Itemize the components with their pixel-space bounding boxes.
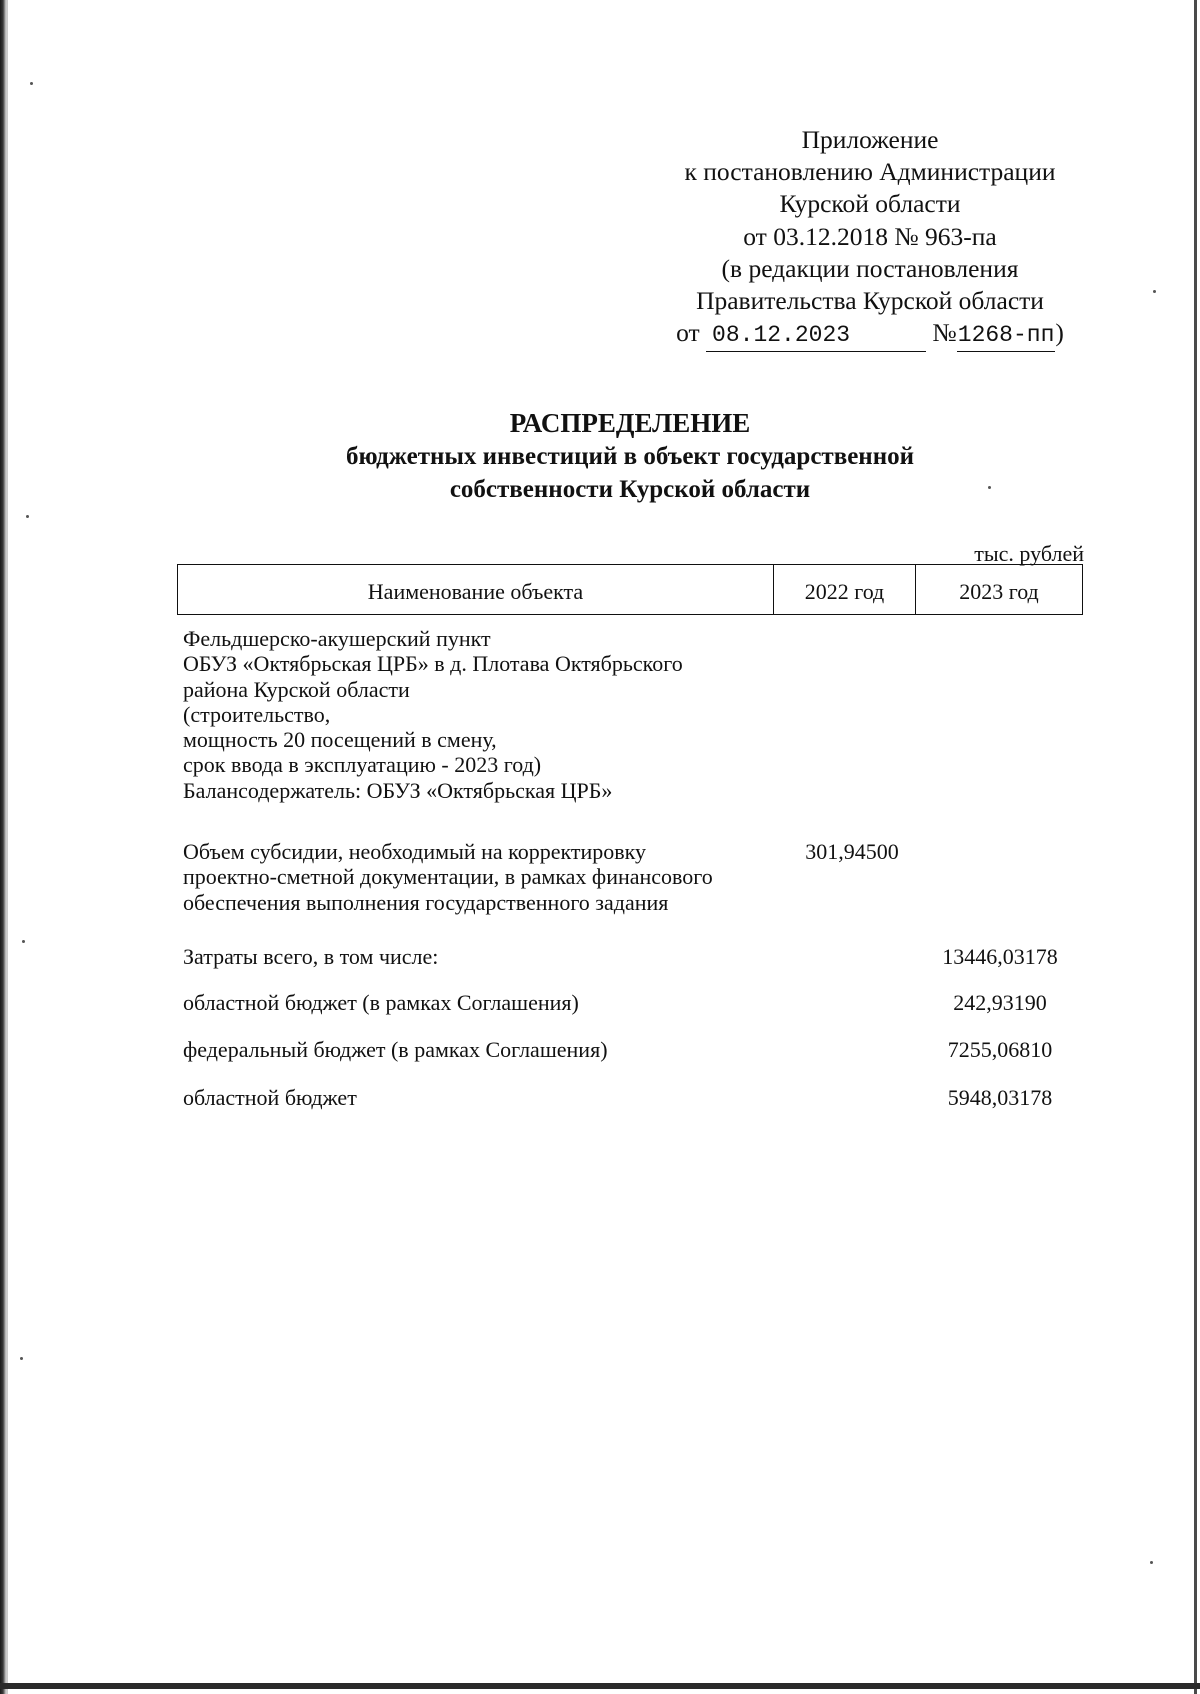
document-title: [260, 406, 1000, 506]
scan-speck: [30, 82, 33, 85]
row-label-line: областной бюджет: [183, 1085, 357, 1110]
scan-edge-bottom: [0, 1683, 1200, 1689]
amend-number: 1268-пп: [957, 319, 1056, 352]
table-row-label: [183, 990, 579, 1015]
title-sub-line: собственности Курской области: [449, 476, 811, 503]
row-label-line: федеральный бюджет (в рамках Соглашения): [183, 1037, 608, 1062]
object-line: мощность 20 посещений в смену,: [183, 727, 497, 753]
amendment-line: [640, 317, 1100, 352]
amend-prefix: от: [676, 318, 700, 348]
scan-edge-right: [1194, 0, 1197, 1694]
units-label: тыс. рублей: [974, 541, 1084, 566]
scan-speck: [22, 940, 25, 943]
object-line: (строительство,: [183, 701, 331, 727]
table-row-label: [183, 1037, 608, 1062]
amend-date: 08.12.2023: [706, 319, 926, 352]
object-line: Балансодержатель: ОБУЗ «Октябрьская ЦРБ»: [183, 777, 613, 803]
appendix-line: (в редакции постановления: [721, 253, 1019, 283]
scan-speck: [20, 1357, 23, 1360]
appendix-line: от 03.12.2018 № 963-па: [743, 221, 997, 251]
row-value-2023: 242,93190: [953, 990, 1047, 1015]
scan-speck: [1150, 1561, 1153, 1564]
object-line: ОБУЗ «Октябрьская ЦРБ» в д. Плотава Октябрьского: [183, 651, 683, 677]
object-line: срок ввода в эксплуатацию - 2023 год): [183, 752, 542, 778]
table-row-label: [183, 944, 438, 969]
row-value-2023: 13446,03178: [942, 944, 1058, 969]
object-line: района Курской области: [183, 676, 410, 702]
appendix-line: Приложение: [801, 125, 939, 154]
row-label-line: Объем субсидии, необходимый на корректировку: [183, 839, 647, 864]
table-row-label: [183, 839, 713, 915]
appendix-line: Правительства Курской области: [696, 286, 1044, 316]
amend-close: ): [1055, 318, 1064, 348]
row-value-2022: 301,94500: [805, 839, 899, 864]
object-line: Фельдшерско-акушерский пункт: [183, 626, 491, 651]
amend-number-sign: №: [932, 318, 957, 348]
row-label-line: проектно-сметной документации, в рамках финансового: [183, 864, 713, 890]
header-2022: 2022 год: [774, 565, 916, 614]
row-label-line: областной бюджет (в рамках Соглашения): [183, 990, 579, 1015]
scan-speck: [26, 515, 29, 518]
row-label-line: Затраты всего, в том числе:: [183, 944, 439, 969]
row-value-2023: 5948,03178: [947, 1085, 1053, 1110]
header-2023: 2023 год: [959, 578, 1039, 604]
header-object-name: Наименование объекта: [178, 565, 774, 614]
title-sub-line: бюджетных инвестиций в объект государственной: [345, 443, 915, 470]
scan-edge-left-shadow: [6, 0, 8, 1694]
table-row-label: [183, 1085, 357, 1110]
appendix-line: к постановлению Администрации: [684, 157, 1056, 187]
row-label-line: обеспечения выполнения государственного задания: [183, 889, 669, 915]
scan-speck: [1153, 290, 1156, 293]
title-main: РАСПРЕДЕЛЕНИЕ: [509, 408, 751, 438]
appendix-line: Курской области: [779, 189, 961, 219]
object-description: [183, 626, 783, 803]
row-value-2023: 7255,06810: [947, 1037, 1053, 1062]
table-header: [177, 564, 1083, 615]
appendix-block: [640, 124, 1100, 352]
